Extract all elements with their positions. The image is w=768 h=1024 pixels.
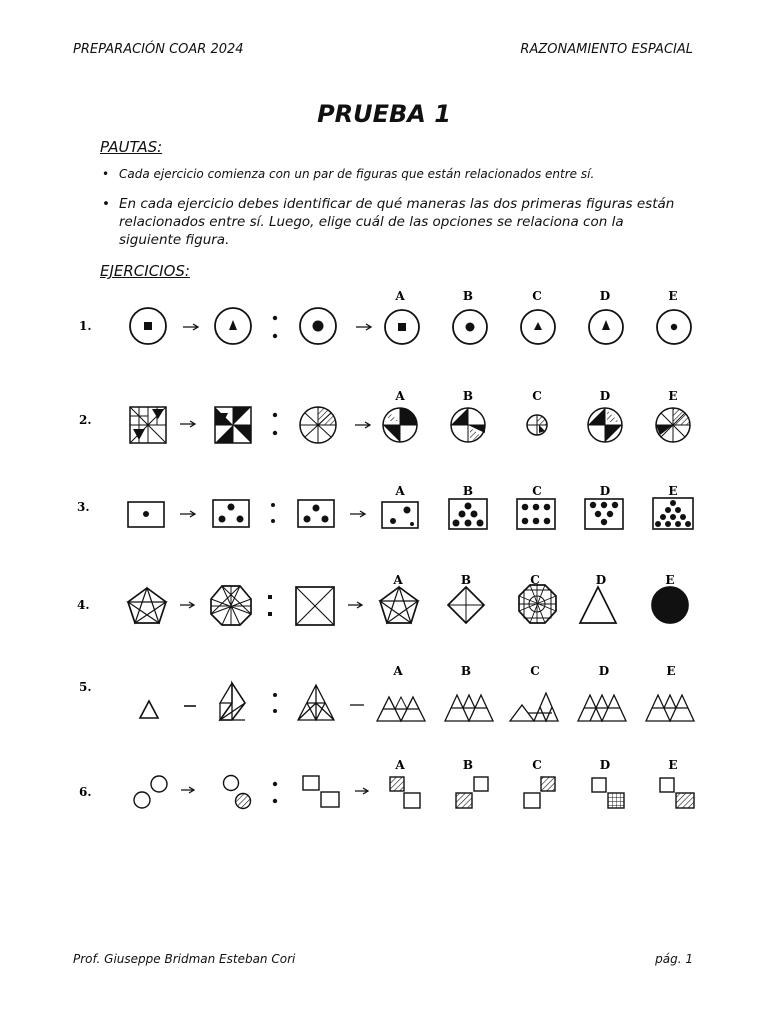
option-letters	[392, 289, 677, 772]
svg-text:A: A	[393, 573, 403, 587]
svg-text:A: A	[395, 758, 405, 772]
svg-text:C: C	[530, 573, 540, 587]
svg-text:A: A	[395, 484, 405, 498]
svg-text:B: B	[460, 573, 472, 587]
exercise-3	[128, 498, 693, 529]
exercise-number-2: 2.	[79, 413, 92, 427]
exercise-number-5: 5.	[79, 680, 92, 694]
footer-author: Prof. Giuseppe Bridman Esteban Cori	[73, 952, 296, 966]
svg-text:E: E	[666, 664, 676, 678]
header-right: RAZONAMIENTO ESPACIAL	[520, 42, 693, 57]
header-left: PREPARACIÓN COAR 2024	[73, 42, 244, 57]
exercise-4	[128, 585, 688, 625]
svg-text:A: A	[395, 389, 405, 403]
svg-text:C: C	[532, 484, 542, 498]
svg-text:D: D	[595, 573, 607, 587]
pautas-list	[100, 166, 680, 249]
svg-text:D: D	[598, 664, 610, 678]
svg-text:C: C	[530, 664, 540, 678]
exercise-number-3: 3.	[77, 500, 90, 514]
svg-text:D: D	[599, 484, 611, 498]
svg-text:E: E	[668, 758, 678, 772]
pautas-heading: PAUTAS:	[100, 138, 163, 156]
svg-text:E: E	[668, 389, 678, 403]
page-title: PRUEBA 1	[317, 100, 451, 128]
opt-letter-c: C	[532, 289, 542, 303]
ejercicios-heading: EJERCICIOS:	[100, 262, 190, 280]
svg-text:D: D	[599, 758, 611, 772]
footer-page-number: pág. 1	[655, 952, 693, 966]
opt-letter-e: E	[668, 289, 678, 303]
pautas-item-1: • Cada ejercicio comienza con un par de figuras que están relacionados entre sí.	[100, 166, 680, 183]
opt-letter-b: B	[462, 289, 474, 303]
exercise-1	[130, 308, 691, 344]
svg-text:D: D	[599, 389, 611, 403]
pautas-item-2: • En cada ejercicio debes identificar de qué maneras las dos primeras figuras están relacionados entre sí. Luego, elige cuál de las opciones se relaciona con la siguiente figura.	[100, 195, 680, 249]
exercise-numbers	[77, 319, 92, 799]
svg-text:E: E	[668, 484, 678, 498]
svg-text:A: A	[393, 664, 403, 678]
svg-text:B: B	[462, 484, 474, 498]
exercise-6	[134, 776, 694, 809]
svg-text:E: E	[665, 573, 675, 587]
svg-text:C: C	[532, 758, 542, 772]
exercise-number-1: 1.	[79, 319, 92, 333]
exercises-figure	[0, 285, 768, 845]
svg-text:C: C	[532, 389, 542, 403]
svg-text:B: B	[462, 389, 474, 403]
exercise-2	[130, 407, 690, 443]
exercise-number-4: 4.	[77, 598, 90, 612]
exercise-number-6: 6.	[79, 785, 92, 799]
opt-letter-a: A	[395, 289, 405, 303]
exercise-5	[140, 683, 694, 721]
svg-text:B: B	[460, 664, 472, 678]
opt-letter-d: D	[599, 289, 611, 303]
svg-text:B: B	[462, 758, 474, 772]
